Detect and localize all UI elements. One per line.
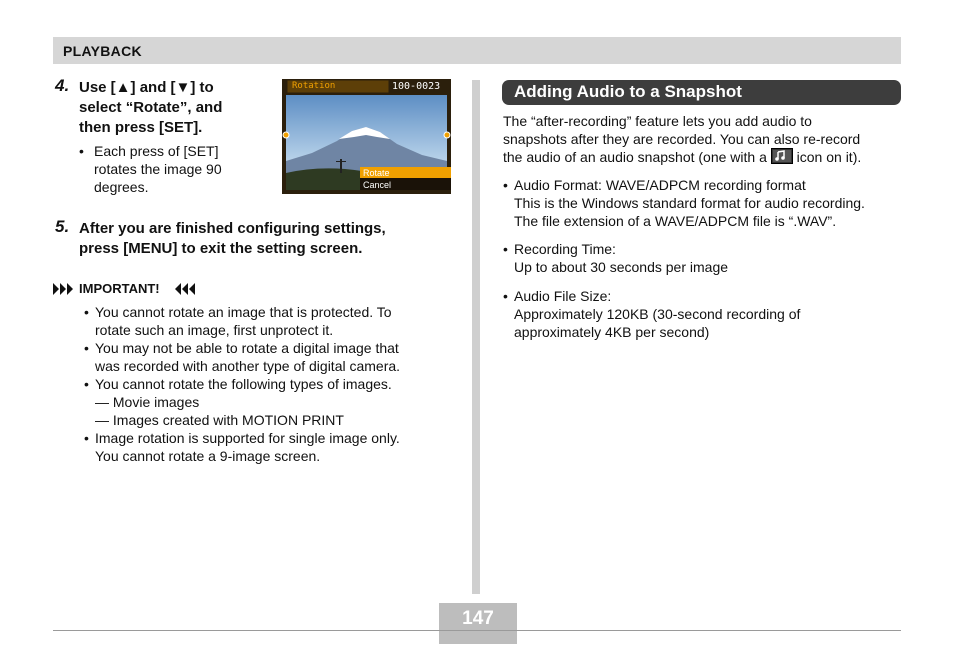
step-4-instructions bbox=[79, 78, 279, 138]
step-4-line: select “Rotate”, and bbox=[79, 99, 223, 116]
bullet-dot: • bbox=[503, 241, 508, 257]
important-item bbox=[84, 429, 464, 465]
important-subline: — Movie images bbox=[95, 394, 200, 410]
page-number-box-lower bbox=[439, 631, 517, 644]
important-line: You may not be able to rotate a digital image that bbox=[95, 340, 399, 356]
bullet-line: Audio Format: WAVE/ADPCM recording format bbox=[514, 177, 806, 193]
audio-bullet-format bbox=[503, 176, 901, 230]
bullet-dot: • bbox=[84, 430, 89, 446]
important-line: rotate such an image, first unprotect it. bbox=[95, 322, 334, 338]
important-list bbox=[84, 303, 464, 465]
camera-menu-rotate: Rotate bbox=[363, 168, 390, 178]
bullet-dot: • bbox=[79, 143, 84, 159]
section-title-bar bbox=[502, 80, 901, 105]
section-header-label: PLAYBACK bbox=[63, 43, 142, 59]
bullet-line: Recording Time: bbox=[514, 241, 616, 257]
step-4-bullet-line: degrees. bbox=[94, 179, 149, 195]
bullet-dot: • bbox=[84, 340, 89, 356]
bullet-dot: • bbox=[503, 288, 508, 304]
step-4-bullet bbox=[79, 142, 279, 196]
column-divider bbox=[472, 80, 480, 594]
important-line: was recorded with another type of digital camera. bbox=[95, 358, 401, 374]
intro-line-part: the audio of an audio snapshot (one with a bbox=[503, 149, 767, 165]
intro-line: The “after-recording” feature lets you add audio to bbox=[503, 113, 812, 129]
step-5-instructions bbox=[79, 219, 449, 259]
bullet-line: The file extension of a WAVE/ADPCM file is “.WAV”. bbox=[514, 213, 837, 229]
step-4-bullet-line: Each press of [SET] bbox=[94, 143, 219, 159]
step-4-bullet-line: rotates the image 90 bbox=[94, 161, 222, 177]
intro-paragraph bbox=[503, 112, 901, 166]
bullet-line: Up to about 30 seconds per image bbox=[514, 259, 729, 275]
important-line: You cannot rotate the following types of images. bbox=[95, 376, 392, 392]
step-4-number: 4. bbox=[55, 76, 70, 95]
camera-menu-cancel: Cancel bbox=[363, 180, 392, 190]
section-header-bar bbox=[53, 37, 901, 64]
camera-file-number: 100-0023 bbox=[392, 81, 441, 92]
page-number-box bbox=[439, 603, 517, 630]
important-right-arrows-icon bbox=[175, 282, 197, 296]
audio-bullet-time bbox=[503, 240, 901, 276]
important-left-arrows-icon bbox=[53, 282, 75, 296]
bullet-dot: • bbox=[84, 304, 89, 320]
audio-bullet-size bbox=[503, 287, 901, 341]
bullet-dot: • bbox=[84, 376, 89, 392]
bullet-line: This is the Windows standard format for audio recording. bbox=[514, 195, 865, 211]
important-item bbox=[84, 339, 464, 375]
page-number: 147 bbox=[462, 608, 494, 629]
important-line: You cannot rotate a 9-image screen. bbox=[95, 448, 321, 464]
audio-snapshot-icon bbox=[771, 148, 793, 164]
step-4-line: Use [▲] and [▼] to bbox=[79, 79, 214, 96]
intro-line-part: icon on it). bbox=[796, 149, 862, 165]
important-line: You cannot rotate an image that is protected. To bbox=[95, 304, 392, 320]
intro-line: snapshots after they are recorded. You can also re-record bbox=[503, 131, 861, 147]
important-subline: — Images created with MOTION PRINT bbox=[95, 412, 344, 428]
section-title: Adding Audio to a Snapshot bbox=[514, 82, 742, 101]
bullet-dot: • bbox=[503, 177, 508, 193]
camera-lcd-screenshot bbox=[282, 79, 451, 194]
bullet-line: Approximately 120KB (30-second recording of bbox=[514, 306, 801, 322]
step-4-line: then press [SET]. bbox=[79, 119, 203, 136]
step-5-line: After you are finished configuring settings, bbox=[79, 220, 386, 237]
bullet-line: Audio File Size: bbox=[514, 288, 612, 304]
important-item bbox=[84, 303, 464, 339]
step-5-line: press [MENU] to exit the setting screen. bbox=[79, 240, 363, 257]
important-label: IMPORTANT! bbox=[79, 281, 160, 296]
important-item bbox=[84, 375, 464, 429]
bullet-line: approximately 4KB per second) bbox=[514, 324, 710, 340]
intro-line bbox=[503, 148, 901, 166]
camera-title: Rotation bbox=[292, 81, 336, 91]
important-line: Image rotation is supported for single image only. bbox=[95, 430, 400, 446]
step-5-number: 5. bbox=[55, 217, 70, 236]
